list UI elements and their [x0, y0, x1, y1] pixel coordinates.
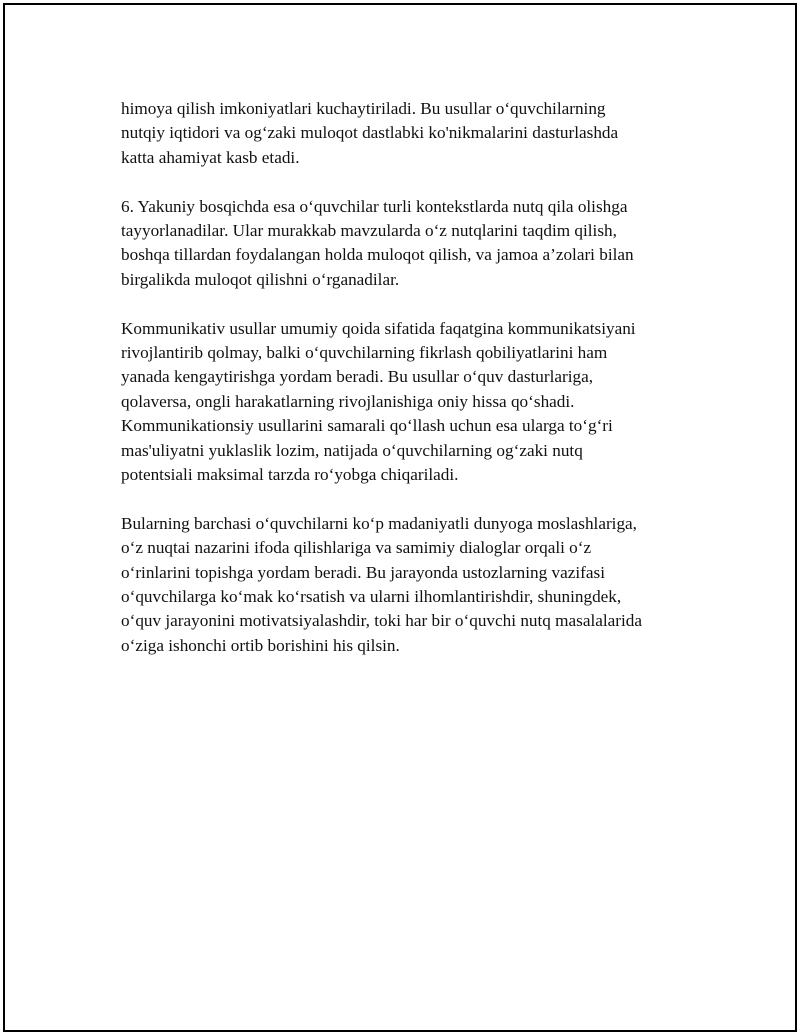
page-border: [3, 3, 797, 1032]
text-line: Bularning barchasi o‘quvchilarni ko‘p madaniyatli dunyoga moslashlariga,: [121, 513, 637, 533]
text-line: katta ahamiyat kasb etadi.: [121, 147, 300, 167]
paragraph-4: [121, 512, 701, 658]
text-line: o‘z nuqtai nazarini ifoda qilishlariga va samimiy dialoglar orqali o‘z: [121, 538, 592, 558]
text-line: o‘ziga ishonchi ortib borishini his qilsin.: [121, 635, 400, 655]
text-line: mas'uliyatni yuklaslik lozim, natijada o‘quvchilarning og‘zaki nutq: [121, 440, 583, 460]
text-line: o‘rinlarini topishga yordam beradi. Bu jarayonda ustozlarning vazifasi: [121, 562, 605, 582]
text-line: boshqa tillardan foydalangan holda muloqot qilish, va jamoa a’zolari bilan: [121, 245, 634, 265]
text-line: o‘quv jarayonini motivatsiyalashdir, toki har bir o‘quvchi nutq masalalarida: [121, 611, 643, 631]
document-body: [121, 97, 701, 683]
text-line: Kommunikationsiy usullarini samarali qo‘llash uchun esa ularga to‘g‘ri: [121, 416, 613, 436]
text-line: himoya qilish imkoniyatlari kuchaytiriladi. Bu usullar o‘quvchilarning: [121, 99, 606, 118]
text-line: potentsiali maksimal tarzda ro‘yobga chiqariladi.: [121, 465, 459, 485]
text-line: nutqiy iqtidori va og‘zaki muloqot dastlabki ko'nikmalarini dasturlashda: [121, 123, 619, 143]
text-line: birgalikda muloqot qilishni o‘rganadilar.: [121, 269, 400, 289]
text-line: o‘quvchilarga ko‘mak ko‘rsatish va ularni ilhomlantirishdir, shuningdek,: [121, 587, 622, 607]
text-line: yanada kengaytirishga yordam beradi. Bu usullar o‘quv dasturlariga,: [121, 367, 594, 387]
text-line: 6. Yakuniy bosqichda esa o‘quvchilar turli kontekstlarda nutq qila olishga: [121, 196, 628, 216]
paragraph-2: [121, 195, 701, 293]
paragraph-1: [121, 97, 701, 170]
text-line: tayyorlanadilar. Ular murakkab mavzularda o‘z nutqlarini taqdim qilish,: [121, 221, 617, 241]
text-line: qolaversa, ongli harakatlarning rivojlanishiga oniy hissa qo‘shadi.: [121, 391, 575, 411]
text-line: rivojlantirib qolmay, balki o‘quvchilarning fikrlash qobiliyatlarini ham: [121, 343, 608, 363]
text-line: Kommunikativ usullar umumiy qoida sifatida faqatgina kommunikatsiyani: [121, 318, 636, 338]
paragraph-3: [121, 317, 701, 488]
